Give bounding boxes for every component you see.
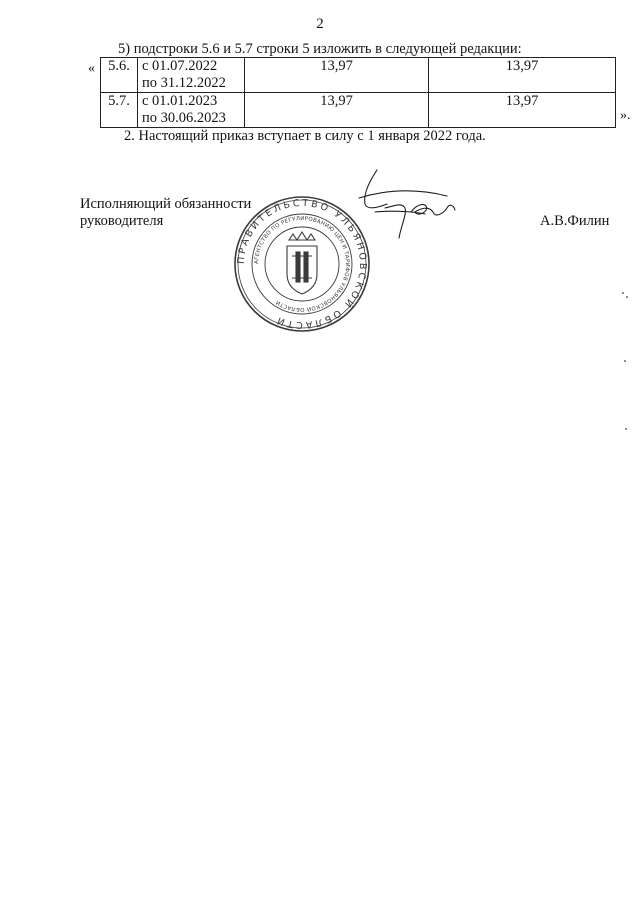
opening-quote: « xyxy=(88,61,95,76)
table-row xyxy=(101,58,616,93)
scan-speck xyxy=(622,292,624,294)
period-to: по 30.06.2023 xyxy=(142,110,226,126)
page-number: 2 xyxy=(316,16,324,32)
intro-paragraph: 5) подстроки 5.6 и 5.7 строки 5 изложить в следующей редакции: xyxy=(118,41,522,57)
scan-speck xyxy=(624,360,626,362)
signatory-title xyxy=(80,196,251,230)
row-number: 5.7. xyxy=(101,93,138,128)
seal-outer-text: ПРАВИТЕЛЬСТВО УЛЬЯНОВСКОЙ ОБЛАСТИ xyxy=(235,197,369,331)
seal-inner-text: АГЕНТСТВО ПО РЕГУЛИРОВАНИЮ ЦЕН И ТАРИФОВ УЛЬЯНОВСКОЙ ОБЛАСТИ xyxy=(253,215,351,313)
scan-speck xyxy=(626,296,628,298)
value-cell-2: 13,97 xyxy=(429,58,616,93)
signatory-title-line1: Исполняющий обязанности xyxy=(80,196,252,212)
value-cell-1: 13,97 xyxy=(245,93,429,128)
signatory-title-line2: руководителя xyxy=(80,213,164,229)
period-from: с 01.07.2022 xyxy=(142,58,218,74)
row-number: 5.6. xyxy=(101,58,138,93)
seal-coat-of-arms-icon xyxy=(287,232,317,294)
official-seal xyxy=(232,194,372,334)
scan-speck xyxy=(625,428,627,430)
value-cell-1: 13,97 xyxy=(245,58,429,93)
rates-table xyxy=(100,57,616,128)
value-cell-2: 13,97 xyxy=(429,93,616,128)
table-row xyxy=(101,93,616,128)
handwritten-signature xyxy=(355,168,470,243)
period-from: с 01.01.2023 xyxy=(142,93,218,109)
closing-quote: ». xyxy=(620,108,631,123)
seal-middle-ring xyxy=(252,214,352,314)
effective-date-paragraph: 2. Настоящий приказ вступает в силу с 1 января 2022 года. xyxy=(124,128,486,144)
period-cell xyxy=(138,93,245,128)
period-to: по 31.12.2022 xyxy=(142,75,226,91)
seal-inner-ring xyxy=(265,227,339,301)
period-cell xyxy=(138,58,245,93)
signatory-name: А.В.Филин xyxy=(540,213,610,229)
